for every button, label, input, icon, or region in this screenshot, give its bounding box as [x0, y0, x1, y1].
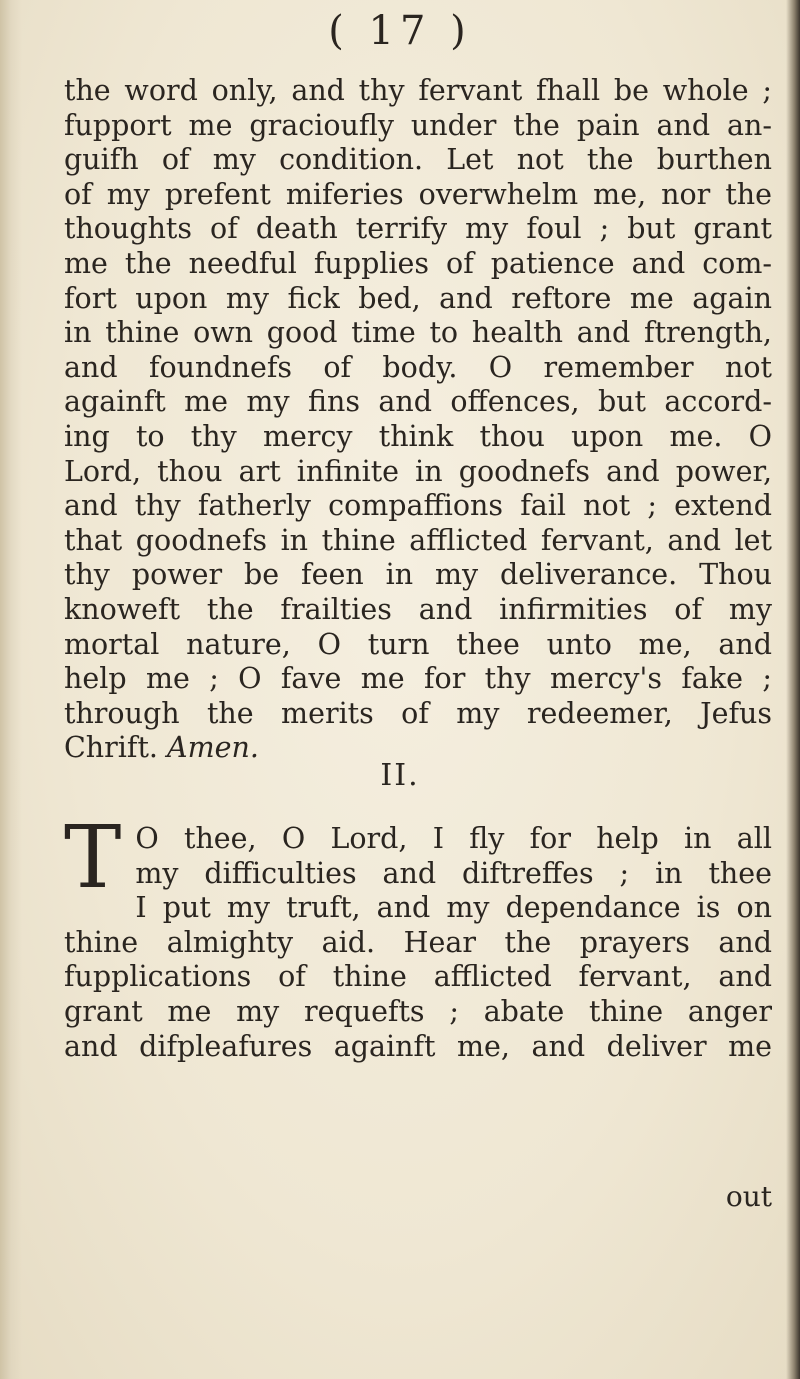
text-line: Lord, thou art infinite in goodnefs and power,	[64, 454, 772, 488]
text-line: mortal nature, O turn thee unto me, and	[64, 627, 772, 661]
text-line: fort upon my fick bed, and reftore me again	[64, 281, 772, 315]
text-line: that goodnefs in thine afflicted fervant, and let	[64, 523, 772, 557]
section-heading: II.	[380, 758, 420, 793]
binding-shadow	[0, 0, 22, 1379]
text-line: knoweft the frailties and infirmities of my	[64, 592, 772, 626]
text-line: in thine own good time to health and ftrength,	[64, 316, 772, 350]
text-line: and foundnefs of body. O remember not	[64, 350, 772, 384]
page-edge	[786, 0, 800, 1379]
text-line: of my prefent miferies overwhelm me, nor the	[64, 177, 772, 211]
closing-text: Chrift.	[64, 731, 158, 765]
text-line: the word only, and thy fervant fhall be whole ;	[64, 74, 772, 107]
text-line: thoughts of death terrify my foul ; but grant	[64, 212, 772, 246]
catchword: out	[725, 1180, 772, 1213]
text-line: I put my truft, and my dependance is on	[135, 891, 772, 925]
text-line: againft me my fins and offences, but accord-	[64, 385, 772, 419]
page-number: ( 17 )	[328, 8, 472, 54]
text-line: through the merits of my redeemer, Jefus	[64, 696, 772, 730]
continuation-prayer-text	[64, 74, 772, 766]
text-line: and difpleafures againft me, and deliver me	[64, 1029, 772, 1063]
text-line: guifh of my condition. Let not the burthen	[64, 143, 772, 177]
text-line: thy power be feen in my deliverance. Thou	[64, 558, 772, 592]
text-line: grant me my requefts ; abate thine anger	[64, 994, 772, 1028]
text-line: and thy fatherly compaffions fail not ; extend	[64, 489, 772, 523]
text-line: fupplications of thine afflicted fervant, and	[64, 960, 772, 994]
text-line: thine almighty aid. Hear the prayers and	[64, 925, 772, 959]
amen-text: Amen.	[167, 731, 259, 765]
text-line: fupport me gracioufly under the pain and an-	[64, 108, 772, 142]
text-line: me the needful fupplies of patience and com-	[64, 246, 772, 280]
text-line: my difficulties and diftreffes ; in thee	[135, 856, 772, 890]
text-line: O thee, O Lord, I fly for help in all	[135, 822, 772, 855]
text-line: ing to thy mercy think thou upon me. O	[64, 419, 772, 453]
text-line: help me ; O fave me for thy mercy's fake ;	[64, 662, 772, 696]
drop-cap: T	[64, 808, 122, 908]
prayer-text	[64, 808, 772, 1064]
